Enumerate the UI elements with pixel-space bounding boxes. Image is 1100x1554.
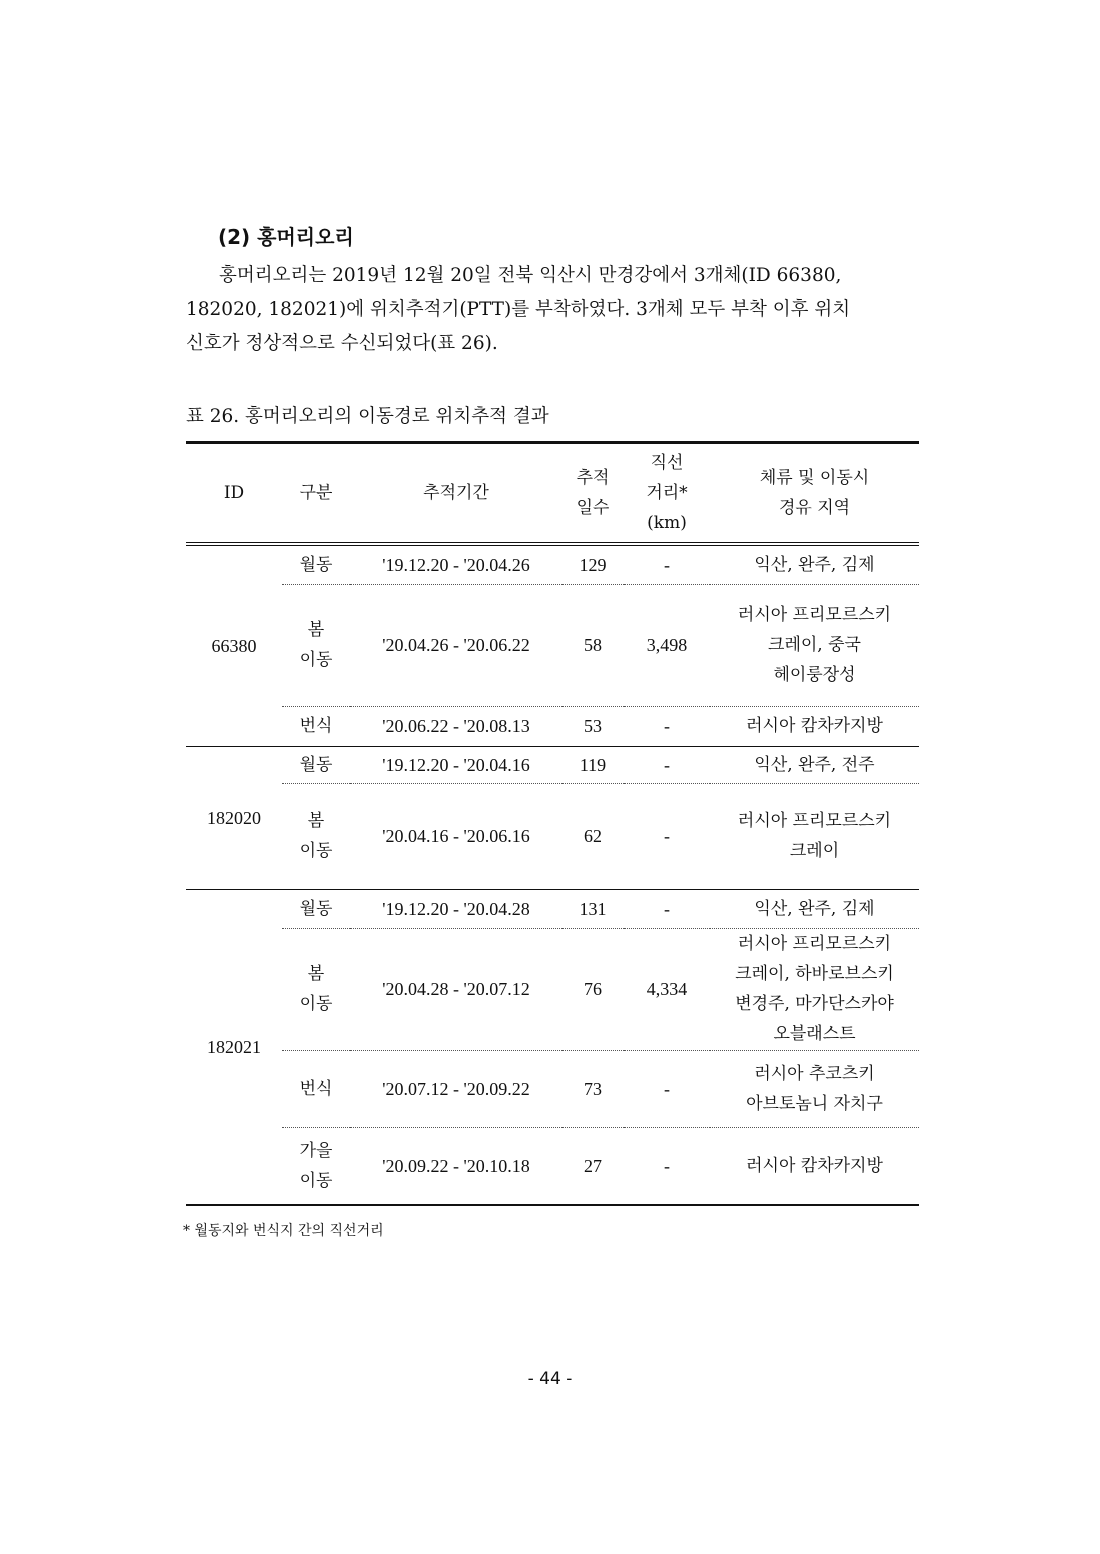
cell-region-line: 오블래스트: [773, 1024, 856, 1044]
cell-category-line: 이동: [299, 841, 333, 861]
cell-category-line: 봄: [307, 964, 325, 984]
cell-category: [282, 889, 350, 928]
cell-id: 182020: [186, 746, 282, 889]
table-row: [186, 928, 919, 1050]
header-region: [710, 443, 919, 545]
cell-region-line: 익산, 완주, 전주: [754, 754, 875, 775]
cell-days: 76: [562, 928, 624, 1050]
cell-region: [710, 889, 919, 928]
page-number: - 44 -: [527, 1369, 573, 1389]
cell-period: '19.12.20 - '20.04.26: [350, 544, 562, 584]
cell-category: [282, 706, 350, 746]
cell-distance: -: [624, 706, 710, 746]
table-row: [186, 706, 919, 746]
cell-region-line: 변경주, 마가단스카야: [735, 994, 894, 1014]
cell-region-line: 러시아 프리모르스키: [737, 934, 892, 954]
cell-region-line: 익산, 완주, 김제: [754, 898, 875, 919]
cell-region: [710, 544, 919, 584]
table-row: [186, 746, 919, 783]
table-row: [186, 544, 919, 584]
cell-period: '20.04.16 - '20.06.16: [350, 783, 562, 889]
cell-id: 66380: [186, 544, 282, 746]
cell-distance: -: [624, 544, 710, 584]
cell-days: 119: [562, 746, 624, 783]
cell-region-line: 크레이: [789, 841, 840, 861]
cell-distance: 3,498: [624, 584, 710, 706]
body-paragraph: [186, 259, 918, 361]
cell-distance: -: [624, 1050, 710, 1127]
table-row: [186, 584, 919, 706]
cell-days: 131: [562, 889, 624, 928]
cell-category-line: 봄: [307, 811, 325, 831]
cell-category: [282, 544, 350, 584]
header-distance-line: (km): [647, 513, 687, 533]
header-distance-line: 직선: [650, 453, 684, 473]
header-days-line: 일수: [576, 498, 610, 518]
header-category: 구분: [282, 443, 350, 545]
cell-period: '20.09.22 - '20.10.18: [382, 1155, 530, 1176]
cell-region-line: 익산, 완주, 김제: [754, 554, 875, 575]
cell-region: [710, 706, 919, 746]
table-row: [186, 783, 919, 889]
cell-days: 62: [562, 783, 624, 889]
cell-region-line: 러시아 프리모르스키: [737, 605, 892, 625]
paragraph-line: 홍머리오리는 2019년 12월 20일 전북 익산시 만경강에서 3개체(ID 66380,: [219, 265, 842, 286]
cell-period: '20.06.22 - '20.08.13: [350, 706, 562, 746]
table-caption: 표 26. 홍머리오리의 이동경로 위치추적 결과: [186, 406, 549, 427]
cell-region: [710, 1050, 919, 1127]
cell-distance: -: [624, 746, 710, 783]
footnote: * 월동지와 번식지 간의 직선거리: [183, 1223, 384, 1239]
cell-region: [710, 746, 919, 783]
cell-category: [282, 783, 350, 889]
cell-distance: -: [624, 889, 710, 928]
table-row: [186, 1050, 919, 1127]
paragraph-line: 신호가 정상적으로 수신되었다(표 26).: [186, 333, 498, 354]
cell-period: '20.04.28 - '20.07.12: [350, 928, 562, 1050]
table-row: [186, 889, 919, 928]
cell-category-line: 번식: [299, 716, 333, 736]
cell-region-line: 아브토놈니 자치구: [746, 1093, 883, 1114]
cell-days: 58: [562, 584, 624, 706]
cell-id: 182021: [207, 1036, 261, 1057]
cell-region-line: 러시아 캄차카지방: [746, 1155, 883, 1176]
cell-category-line: 이동: [299, 1170, 333, 1191]
cell-category: [282, 1050, 350, 1127]
cell-category: [282, 928, 350, 1050]
cell-region: [710, 783, 919, 889]
cell-region-line: 크레이, 중국: [768, 635, 861, 655]
cell-days: 73: [562, 1050, 624, 1127]
cell-category-line: 가을: [299, 1140, 333, 1161]
cell-region-line: 크레이, 하바로브스키: [735, 964, 894, 984]
cell-days: 53: [562, 706, 624, 746]
cell-days: 129: [562, 544, 624, 584]
cell-category: [282, 1127, 350, 1205]
header-period: 추적기간: [350, 443, 562, 545]
table-row: [186, 1127, 919, 1205]
cell-category: [282, 746, 350, 783]
cell-region-line: 헤이룽장성: [773, 665, 856, 685]
table-header: [186, 443, 919, 545]
cell-category-line: 봄: [307, 620, 325, 640]
cell-distance: -: [664, 1155, 670, 1176]
cell-distance: -: [624, 783, 710, 889]
section-title: (2) 홍머리오리: [218, 225, 354, 249]
header-region-line: 경유 지역: [778, 498, 851, 518]
cell-category-line: 월동: [299, 898, 333, 919]
header-days: [562, 443, 624, 545]
cell-region: [710, 928, 919, 1050]
cell-period: '19.12.20 - '20.04.28: [350, 889, 562, 928]
cell-period: '19.12.20 - '20.04.16: [350, 746, 562, 783]
cell-period: '20.07.12 - '20.09.22: [350, 1050, 562, 1127]
cell-region-line: 러시아 캄차카지방: [746, 716, 883, 736]
header-days-line: 추적: [576, 468, 610, 488]
cell-region-line: 러시아 프리모르스키: [737, 811, 892, 831]
cell-region-line: 러시아 추코츠키: [754, 1063, 875, 1084]
cell-days: 27: [584, 1155, 602, 1176]
cell-category-line: 이동: [299, 650, 333, 670]
cell-distance: 4,334: [624, 928, 710, 1050]
header-region-line: 체류 및 이동시: [759, 468, 870, 488]
cell-period: '20.04.26 - '20.06.22: [350, 584, 562, 706]
paragraph-line: 182020, 182021)에 위치추적기(PTT)를 부착하였다. 3개체 모두 부착 이후 위치: [186, 299, 851, 320]
cell-category-line: 월동: [299, 754, 333, 775]
header-id: ID: [186, 443, 282, 545]
header-distance: [624, 443, 710, 545]
cell-category-line: 번식: [299, 1078, 333, 1099]
cell-category-line: 월동: [299, 554, 333, 575]
header-distance-line: 거리*: [646, 483, 688, 503]
cell-category-line: 이동: [299, 994, 333, 1014]
tracking-results-table: [186, 441, 919, 1206]
table-body: [186, 544, 919, 1205]
cell-region: [710, 584, 919, 706]
cell-region: [710, 1127, 919, 1205]
cell-category: [282, 584, 350, 706]
